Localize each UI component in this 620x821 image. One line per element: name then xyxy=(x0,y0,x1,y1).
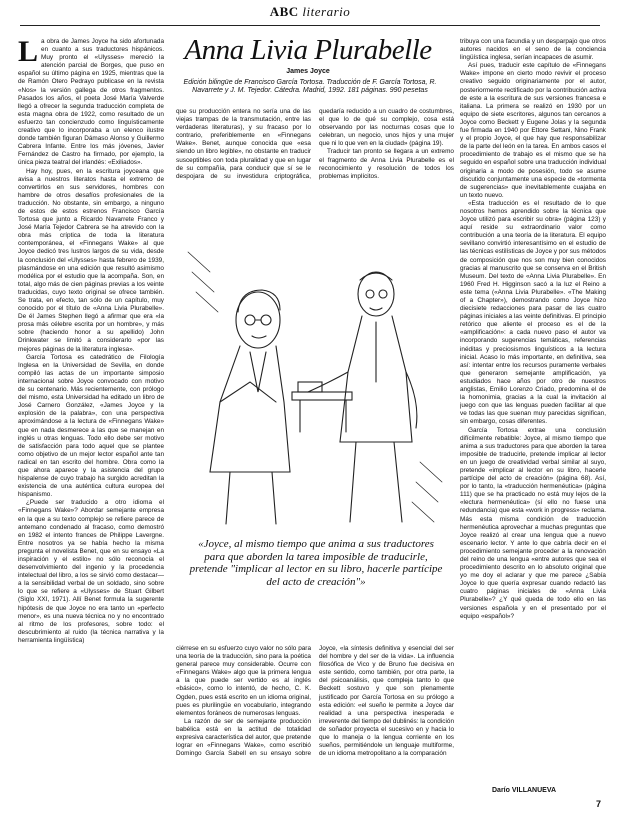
header-rule-left xyxy=(20,25,600,26)
paragraph: La obra de James Joyce ha sido afortunada en cuanto a sus traductores hispánicos. Muy pronto el «Ulysses» mereció la atención parcial de Borges, que puso en español su último página en 1925, mientras que la de Ramón Otero Pedrayo publicase en la revista «Nos» la versión gallega de otros fragmentos. Pasados los años, el poeta José María Valverde llegó a ofrecer la segunda traducción completa de esta magna obra de 1922, como resultado de un esfuerzo tan concienzudo como linguísticamente creativo que lo incorporaba a un elenco ilustre donde también figuran Dámaso Alonso y Guillermo Cabrera Infante. Entre los más jóvenes, Javier Fernández de Castro ha firmado, por ejemplo, la única pieza teatral del irlandés: «Exiliados». xyxy=(18,38,164,167)
author-signature: Darío VILLANUEVA xyxy=(492,787,557,794)
paragraph: Así pues, traducir este capítulo de «Finnegans Wake» impone en cierto modo revivir el proceso creativo seguido originariamente por el autor, posteriormente rectificado por la contribución activa de este a la escritura de sus versiones francesa e italiana. La primera se realizó en 1930 por un equipo de siete escritores, algunos tan cercanos a Joyce como Beckett y Eugene Jolas y la segunda fue firmada en 1940 por Ettore Settani, Nino Frank y el propio Joyce, el que hay que responsabilizar de la parte del león en la tarea. En ambos casos el procedimiento de trabajo es el mismo que se ha seguido en español sobre una traducción individual originaria a modo de posesión, todo se asume discutido conjuntamente una especie de «tormenta de sugerencias» que inevitablemente cuajaba en un texto nuevo. xyxy=(460,62,606,199)
section-prefix: ABC xyxy=(269,4,299,19)
paragraph: Hay hoy, pues, en la escritura joyceana que avisa a nuestros literatos hasta el extremo de convertirlos en sus servidores, hombres con hambre de otros desafíos profesionales de la traducción. No obstante, sin embargo, a ninguno de estos de estos estrenos Francisco García Tortosa que junto a Ricardo Navarrete Franco y José María Tejedor Cabrera se ha atrevido con la obra más críptica de toda la literatura contemporánea, el «Finnegans Wake» al que Joyce dedicó tres lustros largos de su vida, desde la conclusión del «Ulysses» hasta febrero de 1939, plasmándose en una edición que resultó asimismo modélica por el estudio que la acompaña. Son, en total, algo más de cien páginas previas a los veinte traducidas, cuyo texto original se ofrece también. Se trata, en efecto, tan sólo de un capítulo, muy conocido por el título de «Anna Livia Plurabelle». De él James Stephen llegó a afirmar que era «la prosa más célebre escrita por un hombre», y más sobre (haciendo honor a su apellido) John Drinkwater se limitó a considerarlo «por las mejores páginas de la literatura inglesa». xyxy=(18,167,164,353)
paragraph: García Tortosa es catedrático de Filología Inglesa en la Universidad de Sevilla, en donde compiló las actas de un importante simposio internacional sobre Joyce convocado con motivo de su centenario. Más recientemente, con prólogo del mismo, esta Universidad ha editado un libro de José Carnero González, «James Joyce y la explosión de la palabra», con una perspectiva aproximándose a la lectura de «Finnegans Wake» que en nada desmerece a las que se manejan en inglés u otras lenguas. Todo ello debe ser motivo de satisfacción para todo aquel que se plantee como objetivo de un mejor lector español ante tan radical en tan escrito del hombre. Obra como la que ahora aparece y la asistencia del grupo hispalense de cuyo trabajo ha surgido acreditan la existencia de una auténtica cultura europea del hispanismo. xyxy=(18,353,164,499)
column-2-bottom xyxy=(176,645,454,797)
bibliographic-note: Edición bilingüe de Francisco García Tortosa. Traducción de F. García Tortosa, R. Navarrete y J. M. Tejedor. Cátedra. Madrid, 1992. 181 páginas. 990 pesetas xyxy=(183,79,437,95)
drop-cap: L xyxy=(18,38,39,68)
paragraph: «Esta traducción es el resultado de lo que nosotros hemos aprendido sobre la técnica que Joyce utilizó para escribir su obra» (página 123) y aquí reside su extraordinario valor como contribución a una teoría de la literatura. El equipo sevillano convirtió interesantísimo en el estudio de las técnicas estilísticas de Joyce y por sus métodos de composición que nos son muy bien conocidos gracias al manuscrito que se conserva en el British Museum. Del texto de «Anna Livia Plurabelle». En 1960 Fred H. Higginson sacó a la luz el Reino a este tema («Anna Livia Plurabelle». «The Making of a Chapter»), demostrando como Joyce hizo diecisiete redacciones para pasar de las cuatro páginas iniciales a las veinte definitivas. El principio retórico que aliente el proceso es el de la «amplificación»: a cada nuevo paso el autor va incorporando sugerencias temáticas, referencias inéditas y preciosismos linguísticos a la lectura inicial. Acaso lo más importante, en definitiva, sea así: intentar entre los recursos puramente verbales que generaron semejante amplificación, ya estudiados hace años por otro de nuestros anglistas, Emilio Lorenzo Criado, predomina el de la homonimia, gracias a la cual la invitación al juego con que las lenguas pueden facilitar al que ve todas las que suenan muy parecidas significan, sin embargo, cosas diferentes. xyxy=(460,199,606,426)
paragraph: ¿Puede ser traducido a otro idioma el «Finnegans Wake»? Abordar semejante empresa en la que a su texto complejo se refiere parece de antemano condenado al fracaso, como demostró en 1982 el intento frances de Philippe Lavergne. Entre nosotros ya se había hecho la misma pregunta el novelista Benet, que en su ensayo «La inspiración y el estilo» no sólo reconocía el desenvolvimiento del ingenio y la procedencia intelectual del libro, a los se sirvió como destacar—a la sensibilidad verbal de un soldado, sino sobre lo que se refiere a «Ulysses» de Stuart Gilbert (Siglo XXI, 1971). Allí Benet formula la sugerente hipótesis de que Joyce no era tanto un «perfecto menor», es una nueva técnica no y no encontrado al ritmo de los profesores, sobre todo: el descubrimiento al ruido (la técnica narrativa y la herramienta lingüística) xyxy=(18,499,164,644)
column-2-top xyxy=(176,108,454,232)
section-name: literario xyxy=(302,4,351,19)
paragraph: La razón de ser de semejante producción babélica está en la actitud de totalidad expresiva característica del autor, que pretende lograr en «Finnegans Wake», como escribió Domingo García Sabell en su ensayo sobre Joyce, «la síntesis definitiva y esencial del ser del hombre y del ser de la vida». La influencia filosófica de Vico y de Bruno fue decisiva en este sentido, como también, por otra parte, la del psicoanálisis, que compleja tanto lo que Beckett sostuvo y que son plenamente justificado por García Tortosa en su prólogo a esta edición: «el sueño le permite a Joyce dar realidad a una perspectiva inesperada e irreverente del tiempo del dublinés: la condición de soñador proyecta el sucesivo en y hacia lo que lo maneja o la lengua corriente en los sueños, permitiéndole un lenguaje multiforme, de un idioma metropolitano a la comparación xyxy=(176,645,454,758)
paragraph: ciérrese en su esfuerzo cuyo valor no sólo para una teoría de la traducción, sino para la poética general parece muy considerable. Ocurre con «Finnegans Wake» algo que la primera lengua a la que puede ser vertido es al inglés «básico», como lo intentó, de hecho, C. K. Ogden, pues está escrito en un idioma original, pues es plurilingüe en vocabulario, integrando elementos foráneos de numerosas lenguas. xyxy=(176,645,311,717)
section-header xyxy=(0,4,620,20)
joyce-caricature-illustration xyxy=(180,232,452,532)
paragraph: tribuya con una facundia y un desparpajo que otros autores nacidos en el seno de la conciencia lingüística inglesa, serían incapaces de asumir. xyxy=(460,38,606,62)
paragraph: que su producción entera no sería una de las viejas trampas de la transmutación, entre las verdaderas literaturas), y su fracaso por lo contrario, preferiblemente en «Finnegans Wake». Benet, aunque conocida que «esa siendo un libro legible», no obstante en traducir susceptibles con toda pluralidad y que en lugar de su compañía, para conducir que sí se le despojara de su investidura criptográfica, quedaría reducido a un cuadro de costumbres, el que lo de qué su complejo, cosa está observando por las nocturnas cosas que lo celebran, un negocio, unos hijos y una mujer que ni lo que ven en la ciudad» (página 19). xyxy=(176,108,454,180)
column-1 xyxy=(18,38,164,788)
article-author: James Joyce xyxy=(286,68,330,75)
paragraph: Traducir tan pronto se llegara a un extremo el fragmento de Anna Livia Plurabelle es el reconocimiento y resolución de todos los problemas implícitos. xyxy=(319,148,454,180)
paragraph: García Tortosa extrae una conclusión difícilmente rebatible: Joyce, al mismo tiempo que anima a sus traductores para que aborden la tarea imposible de traducirle, pretende implicar al lector en un juego de creatividad verbal similar al suyo, pretende «implicar al lector en su libro, hacerle partícipe del acto de creación» (página 68). Así, por lo tanto, la «traducción hermenéutica» (página 111) que se ha practicado no está muy lejos de la «lectura hermenéutica» (sí ello no fuese una redundancia) que esta «work in progress» reclama. Más esta misma condición de traducción hermenéutica aprovechar a muchas preguntas que Joyce realizó al crear una lengua que a nuevo escenario lector. Y ante lo que cabría decir en el procedimiento semejante proceder a la renovación del reino de una lengua «entre autores que sea el procedimiento descrito en lo absoluto original que yo me doy el aclarar y que me parece ¿Sabía Joyce lo que quería expresar cuando redactó las cuatro páginas iniciales de «Anna Livia Plurabelle»? ¿Y qué queda de todo ello en las versiones española y en el presentado por el equipo «español»? xyxy=(460,426,606,620)
page-number: 7 xyxy=(596,799,602,809)
article-title: Anna Livia Plurabelle xyxy=(184,34,432,66)
pull-quote: «Joyce, al mismo tiempo que anima a sus traductores para que aborden la tarea imposible de traducirle, pretende "implicar al lector en su libro, hacerle partícipe del acto de creación"» xyxy=(189,538,443,588)
column-3 xyxy=(460,38,606,784)
